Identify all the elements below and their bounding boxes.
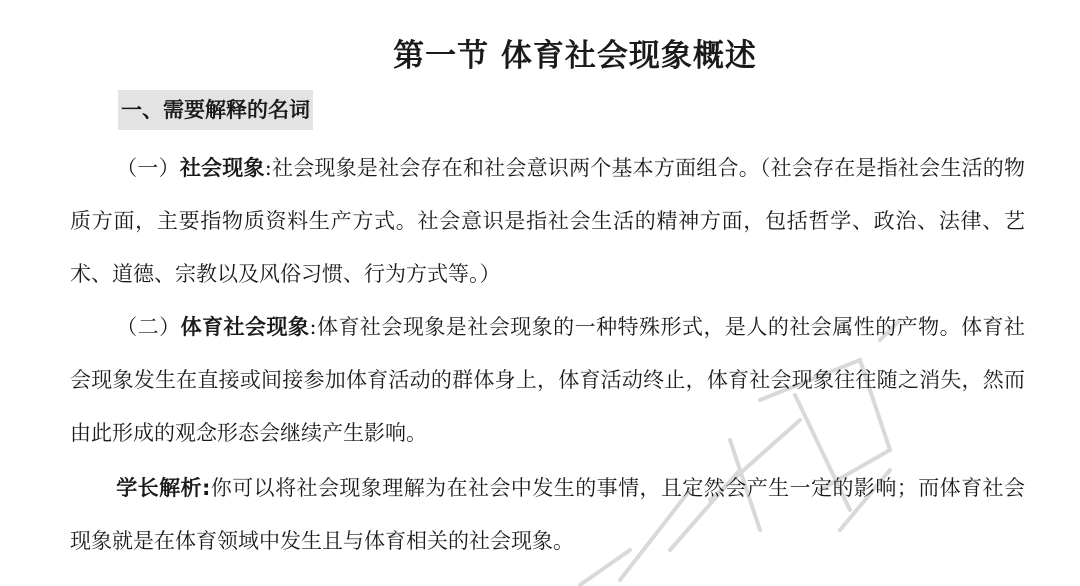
senior-analysis: [70, 462, 1025, 568]
analysis-label: 学长解析:: [116, 476, 211, 500]
definition-term: 社会现象: [179, 156, 265, 180]
definition-sports-social-phenomenon: [70, 301, 1025, 460]
section-heading: 一、需要解释的名词: [118, 90, 313, 130]
definition-social-phenomenon: [70, 142, 1025, 301]
definition-text: 社会现象是社会存在和社会意识两个基本方面组合。（社会存在是指社会生活的物质方面，主要指物质资料生产方式。社会意识是指社会生活的精神方面，包括哲学、政治、法律、艺术、道德、宗教以及风俗习惯、行为方式等。）: [70, 156, 1026, 286]
definition-term: 体育社会现象: [180, 315, 310, 339]
analysis-text: 你可以将社会现象理解为在社会中发生的事情，且定然会产生一定的影响；而体育社会现象就是在体育领域中发生且与体育相关的社会现象。: [70, 476, 1025, 553]
definition-number: （二）: [116, 315, 181, 339]
definition-separator: :: [264, 156, 272, 180]
definition-number: （一）: [116, 156, 180, 180]
definition-text: 体育社会现象是社会现象的一种特殊形式，是人的社会属性的产物。体育社会现象发生在直接或间接参加体育活动的群体身上，体育活动终止，体育社会现象往往随之消失，然而由此形成的观念形态会继续产生影响。: [70, 315, 1026, 445]
page-title: 第一节 体育社会现象概述: [393, 38, 757, 74]
definition-separator: :: [309, 315, 317, 339]
